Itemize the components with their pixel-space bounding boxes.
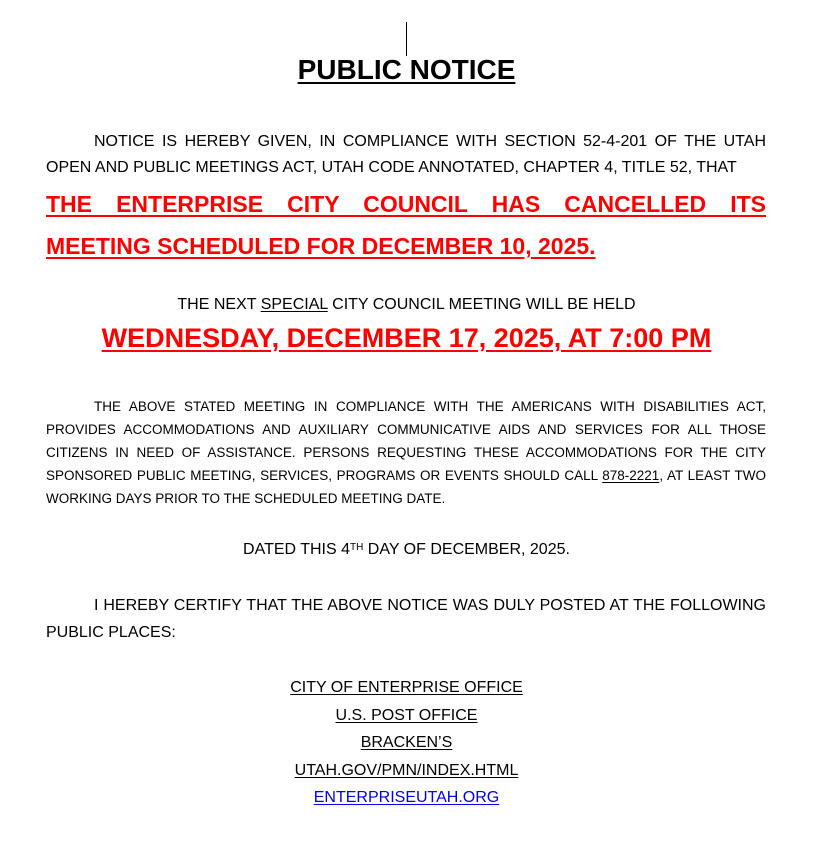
cancellation-statement: THE ENTERPRISE CITY COUNCIL HAS CANCELLED ITS MEETING SCHEDULED FOR DECEMBER 10, 2025. [46,191,766,259]
ada-text-after-phone: , AT LEAST TWO WORKING DAYS PRIOR TO THE SCHEDULED MEETING DATE. [46,468,766,506]
meeting-type: SPECIAL [260,296,328,313]
intro-paragraph: NOTICE IS HEREBY GIVEN, IN COMPLIANCE WITH SECTION 52-4-201 OF THE UTAH OPEN AND PUBLIC MEETINGS ACT, UTAH CODE ANNOTATED, CHAPTER 4, TITLE 52, THAT [46,133,766,176]
dated-prefix: DATED THIS 4 [243,541,351,558]
next-meeting-suffix: CITY COUNCIL MEETING WILL BE HELD [327,296,636,313]
ada-text-before-phone: THE ABOVE STATED MEETING IN COMPLIANCE WITH THE AMERICANS WITH DISABILITIES ACT, PROVIDES ACCOMMODATIONS AND AUXILIARY COMMUNICATIVE AIDS AND SERVICES FOR ALL THOSE CITIZENS IN NEED OF ASSISTANCE. PERSONS REQUESTING THESE ACCOMMODATIONS FOR THE CITY SPONSORED PUBLIC MEETING, SERVICES, PROGRAMS OR EVENTS SHOULD CALL [46,399,766,483]
phone-number: 878-2221 [602,468,660,483]
ada-paragraph [46,395,766,510]
place-utah-pmn: UTAH.GOV/PMN/INDEX.HTML [294,761,519,779]
certification-paragraph: I HEREBY CERTIFY THAT THE ABOVE NOTICE WAS DULY POSTED AT THE FOLLOWING PUBLIC PLACES: [46,597,766,641]
enterprise-website-link[interactable]: ENTERPRISEUTAH.ORG [313,789,500,806]
place-post-office: U.S. POST OFFICE [335,706,478,724]
next-meeting-prefix: THE NEXT [177,296,261,313]
dated-line [0,538,813,562]
place-brackens: BRACKEN’S [360,734,453,751]
dated-suffix: DAY OF DECEMBER, 2025. [363,541,570,558]
text-cursor [406,22,407,56]
dated-ordinal: TH [350,542,364,553]
posting-places-list [0,674,813,812]
place-city-office: CITY OF ENTERPRISE OFFICE [290,679,523,696]
next-meeting-datetime: WEDNESDAY, DECEMBER 17, 2025, AT 7:00 PM [101,323,712,353]
page-title: PUBLIC NOTICE [297,54,516,85]
next-meeting-line [0,294,813,316]
